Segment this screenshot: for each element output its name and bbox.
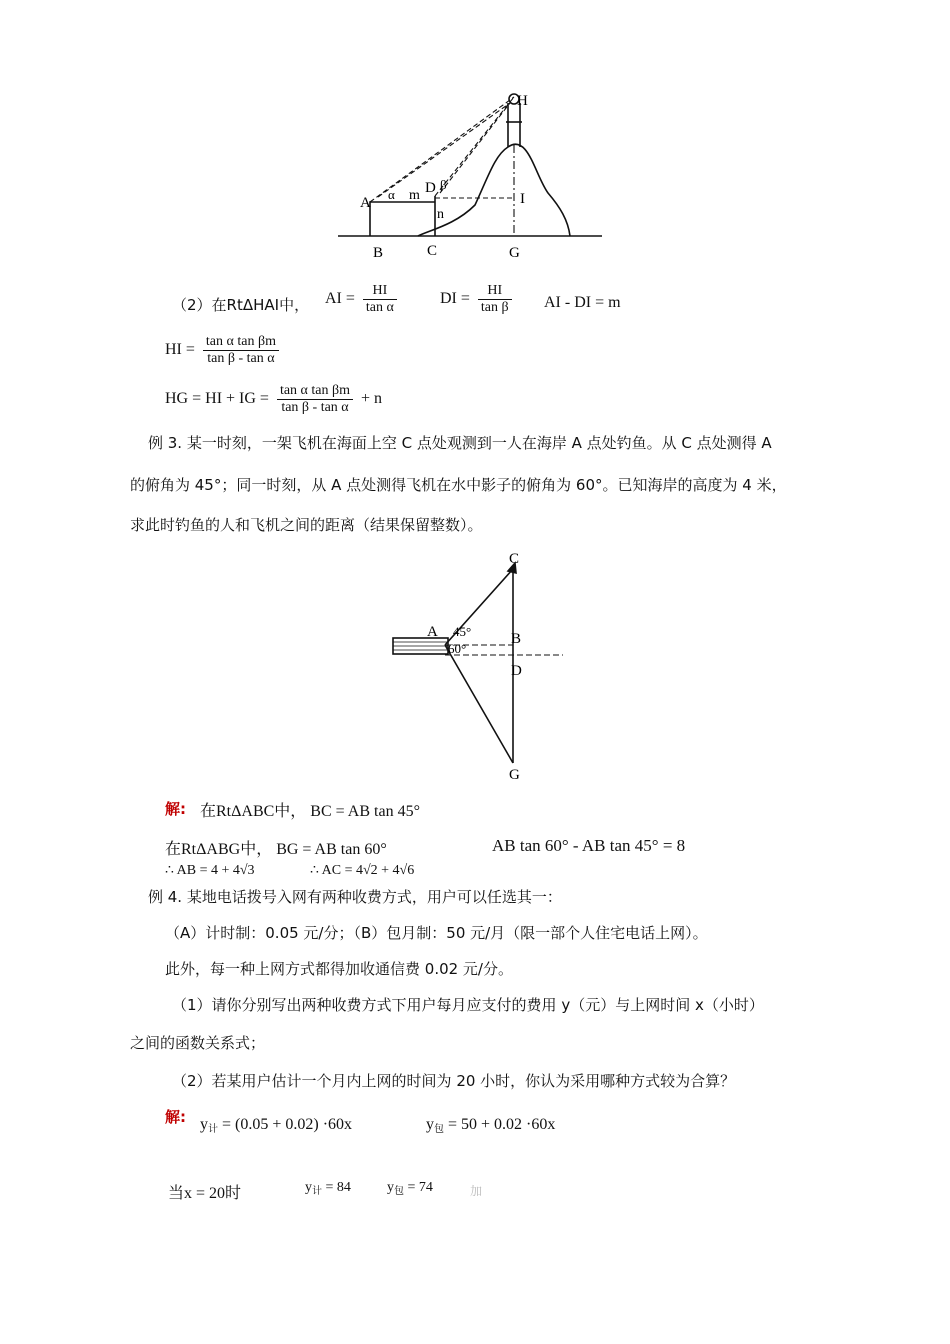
di-denominator: tan β [480,300,509,315]
fig2-label-a: A [427,624,438,640]
y-timed-value-subscript: 计 [312,1186,322,1197]
hi-numerator: tan α tan βm [203,334,279,351]
difference-equation: AI - DI = m [544,294,621,311]
solution3-label: 解: [165,800,186,818]
y-timed-equation [200,1116,352,1135]
fig2-angle-60: 60° [448,641,467,656]
fig2-label-g: G [509,767,520,783]
y-timed-value [305,1180,351,1197]
hg-lhs: HG = HI + IG = [165,390,269,408]
fig2-label-d: D [511,663,522,679]
fig1-label-beta: β [440,177,447,192]
y-monthly-equation [426,1116,555,1135]
y-monthly-value-rhs: = 74 [407,1180,433,1195]
mountain-tower-figure [330,85,615,265]
y-timed-subscript: 计 [208,1124,218,1135]
ai-lhs: AI = [325,290,355,308]
hg-denominator: tan β - tan α [281,400,349,415]
y-monthly-value-subscript: 包 [394,1186,404,1197]
hg-tail: + n [361,390,383,408]
example3-line3: 求此时钓鱼的人和飞机之间的距离（结果保留整数）。 [130,516,483,534]
y-timed-symbol: y [200,1116,208,1133]
y-monthly-subscript: 包 [434,1124,444,1135]
hi-denominator: tan β - tan α [207,351,275,366]
ai-denominator: tan α [365,300,394,315]
di-equation [440,283,516,316]
fig2-label-c: C [509,551,520,567]
fig1-label-n: n [437,207,444,222]
example4-line1: 例 4. 某地电话拨号入网有两种收费方式，用户可以任选其一： [148,888,562,906]
example4-line2: （A）计时制：0.05 元/分；（B）包月制：50 元/月（限一部个人住宅电话上网）。 [165,924,708,942]
airplane-shore-figure [385,545,570,785]
faint-text: 加 [470,1184,483,1198]
ai-equation [325,283,401,316]
hi-equation [165,334,283,367]
fig1-label-c: C [427,243,438,259]
y-timed-value-rhs: = 84 [325,1180,351,1195]
example3-line1: 例 3. 某一时刻，一架飞机在海面上空 C 点处观测到一人在海岸 A 点处钓鱼。从 C 点处测得 A [148,434,772,452]
hg-numerator: tan α tan βm [277,383,353,400]
solution3-line1: 在RtΔABC中， BC = AB tan 45° [200,803,420,820]
fig1-label-m: m [409,188,420,203]
fig1-label-b: B [373,245,384,261]
y-timed-value-symbol: y [305,1180,312,1195]
example3-line2: 的俯角为 45°；同一时刻，从 A 点处测得飞机在水中影子的俯角为 60°。已知海岸的高度为 4 米， [130,476,787,494]
fig1-label-alpha: α [388,187,395,202]
fig1-label-h: H [517,93,528,109]
di-lhs: DI = [440,290,470,308]
y-monthly-value-symbol: y [387,1180,394,1195]
example4-line5: 之间的函数关系式； [130,1034,266,1052]
ai-numerator: HI [363,283,397,300]
y-monthly-value [387,1180,433,1197]
y-timed-rhs: = (0.05 + 0.02) ·60x [222,1116,353,1133]
di-numerator: HI [478,283,512,300]
fig1-label-d: D [425,180,436,196]
example4-line6: （2）若某用户估计一个月内上网的时间为 20 小时，你认为采用哪种方式较为合算？ [172,1072,736,1090]
hi-lhs: HI = [165,341,195,359]
y-monthly-rhs: = 50 + 0.02 ·60x [448,1116,556,1133]
example4-line4: （1）请你分别写出两种收费方式下用户每月应支付的费用 y（元）与上网时间 x（小时） [172,996,764,1014]
fig2-label-b: B [511,631,522,647]
fig1-label-g: G [509,245,520,261]
solution4-label: 解: [165,1108,186,1126]
solution3-line3a: ∴ AB = 4 + 4√3 [165,863,255,878]
example4-line3: 此外，每一种上网方式都得加收通信费 0.02 元/分。 [165,960,513,978]
fig1-label-a: A [360,195,371,211]
y-monthly-symbol: y [426,1116,434,1133]
solution3-line2b: AB tan 60° - AB tan 45° = 8 [492,836,686,855]
when-x-20: 当x = 20时 [168,1185,242,1202]
part2-lead: （2）在RtΔHAI中， [172,296,310,314]
fig1-label-i: I [520,191,525,207]
fig2-angle-45: 45° [453,624,472,639]
solution3-line3b: ∴ AC = 4√2 + 4√6 [310,863,415,878]
solution3-line2a: 在RtΔABG中， BG = AB tan 60° [165,841,387,858]
hg-equation [165,383,382,416]
